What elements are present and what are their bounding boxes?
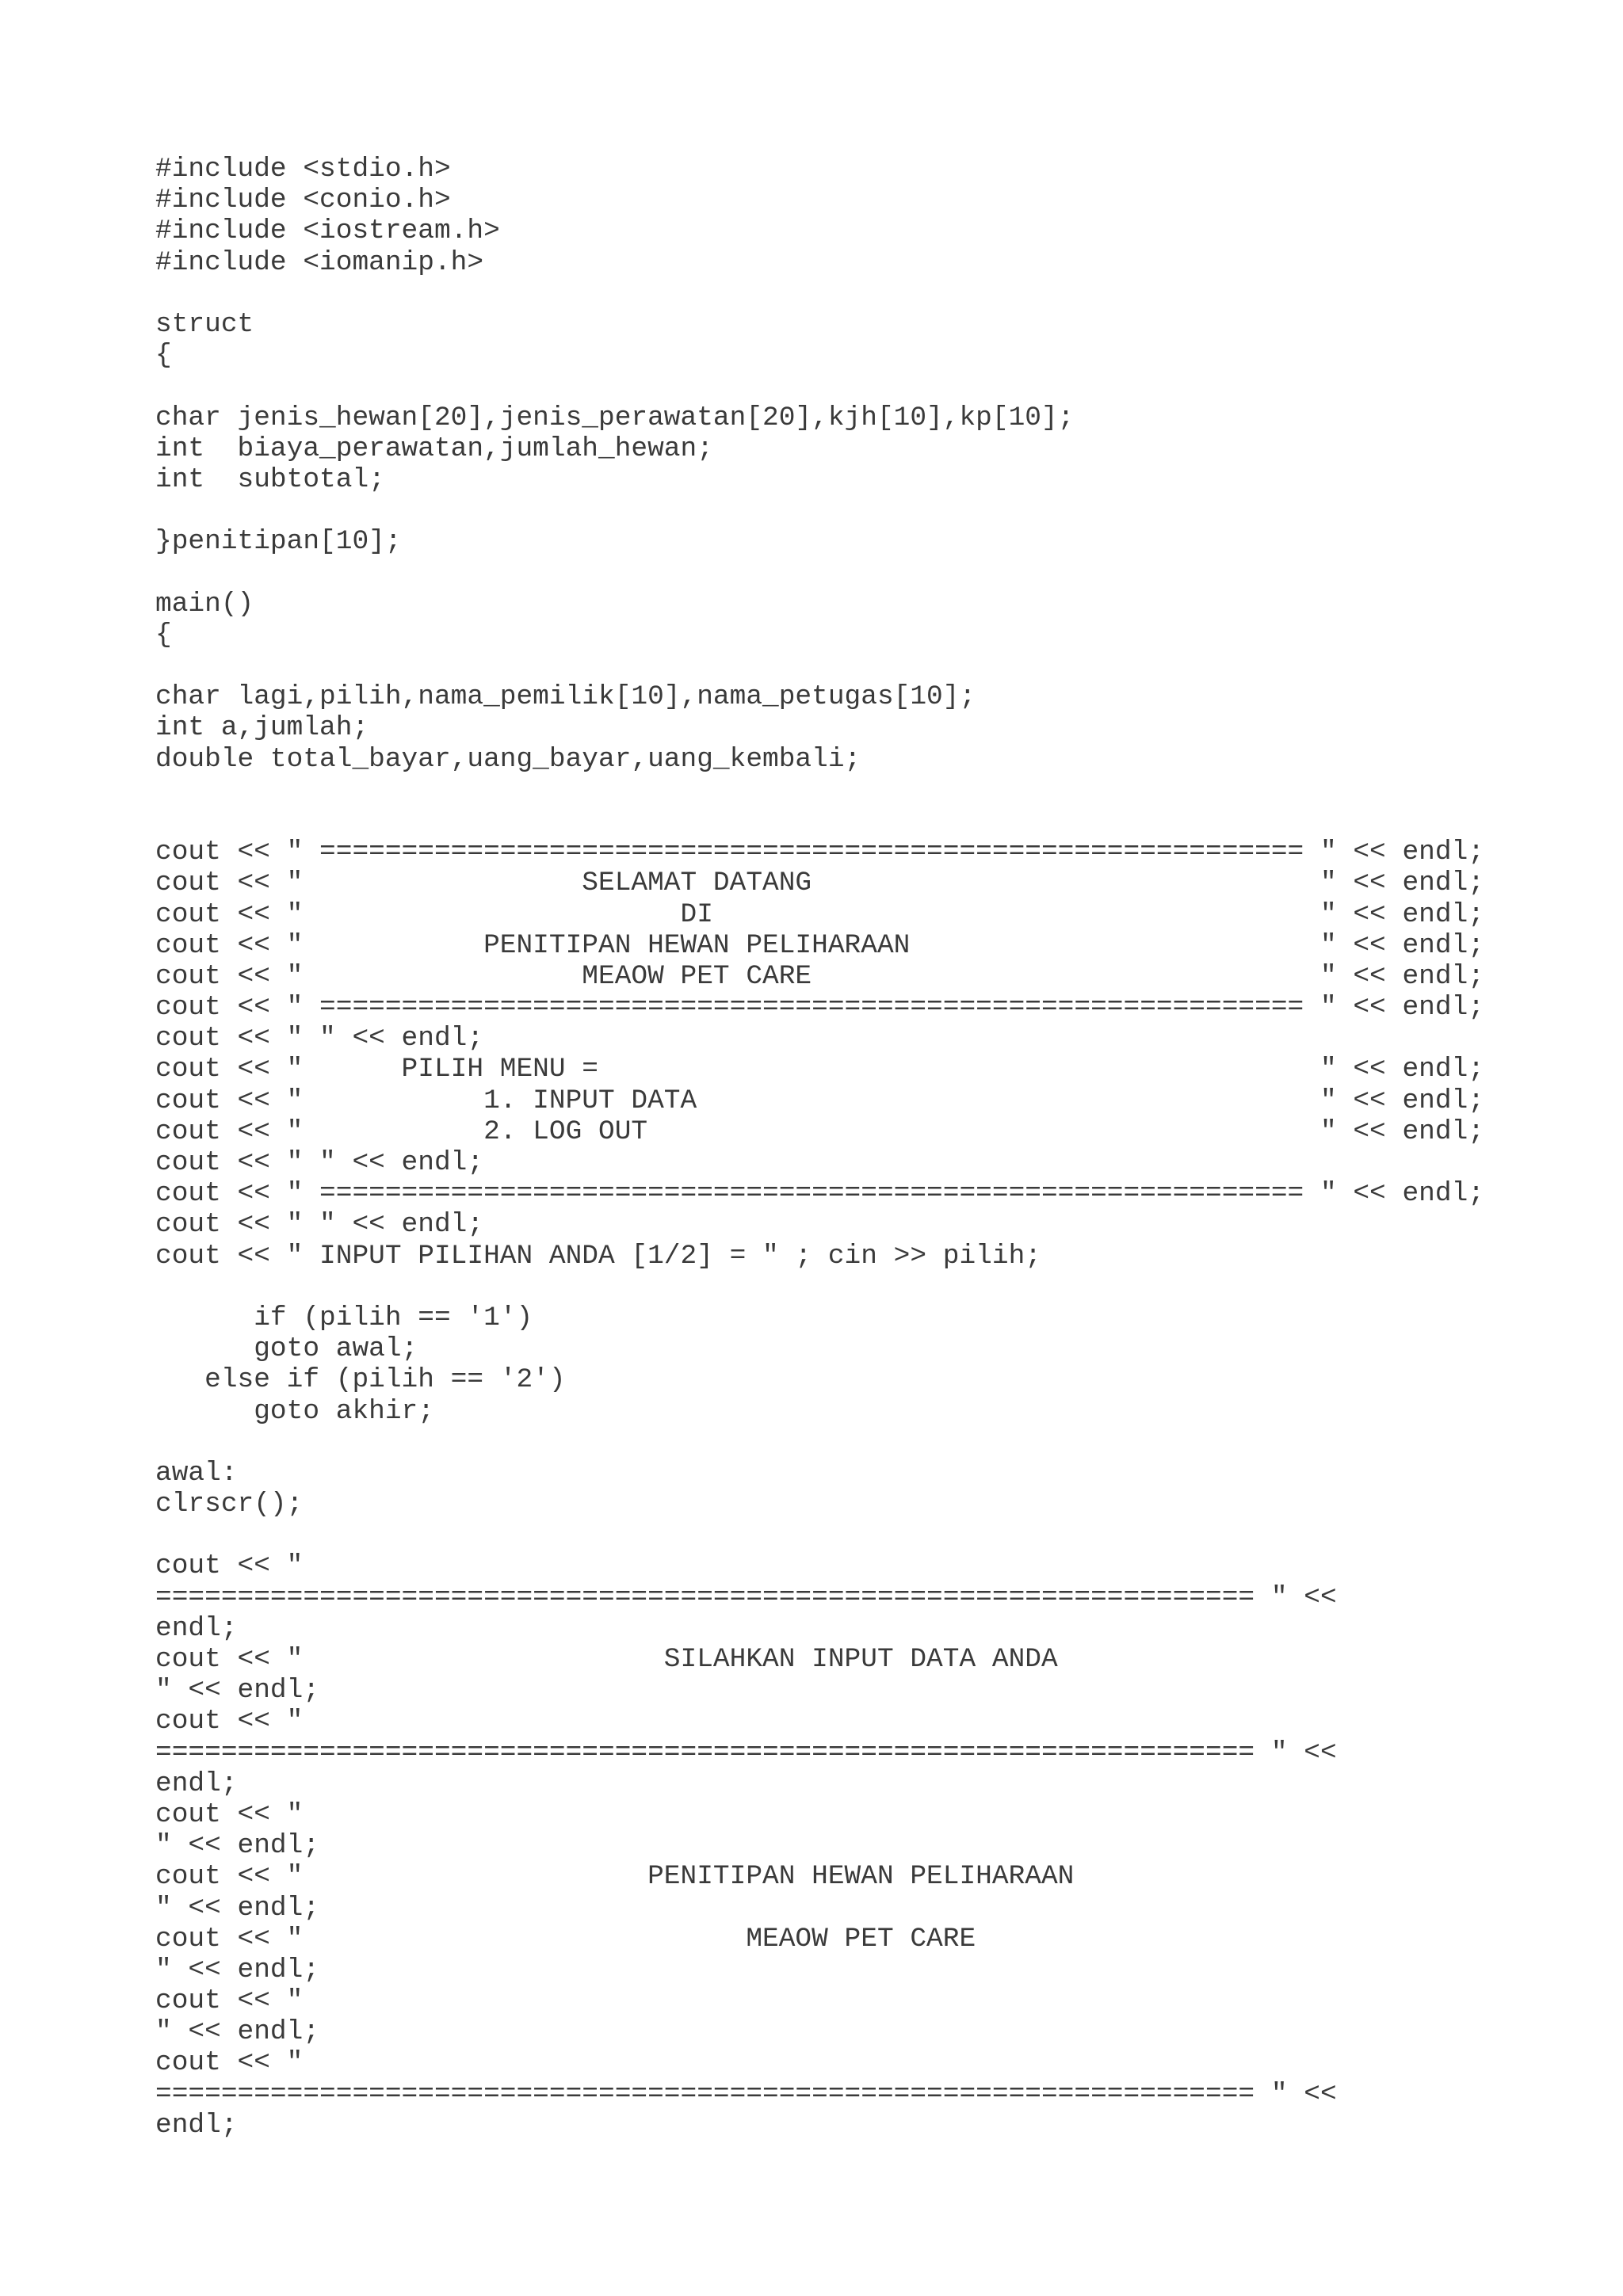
code-line: #include <iostream.h>	[155, 215, 500, 247]
code-line: cout << " " << endl;	[155, 1023, 484, 1055]
code-line: cout << " MEAOW PET CARE	[155, 1923, 976, 1955]
code-line: cout << " " << endl;	[155, 1147, 484, 1178]
code-line: cout << " PENITIPAN HEWAN PELIHARAAN " << endl;	[155, 929, 1484, 961]
source-code-listing	[155, 154, 1484, 2141]
code-line: cout << " MEAOW PET CARE " << endl;	[155, 960, 1484, 992]
code-line: cout << " ============================================================ " << endl;	[155, 992, 1484, 1024]
code-line: }penitipan[10];	[155, 526, 402, 558]
code-line: cout << " 2. LOG OUT " << endl;	[155, 1116, 1484, 1147]
code-line: cout << "	[155, 1550, 304, 1582]
code-line: goto akhir;	[155, 1395, 434, 1427]
code-line: cout << " INPUT PILIHAN ANDA [1/2] = " ; cin >> pilih;	[155, 1240, 1041, 1272]
code-line: char lagi,pilih,nama_pemilik[10],nama_petugas[10];	[155, 681, 976, 713]
code-line: =================================================================== " <<	[155, 1581, 1337, 1613]
code-line: #include <conio.h>	[155, 185, 451, 216]
code-line: =================================================================== " <<	[155, 2078, 1337, 2110]
code-line	[155, 775, 1484, 806]
code-line	[155, 1272, 1484, 1302]
code-line: else if (pilih == '2')	[155, 1364, 566, 1396]
code-line: awal:	[155, 1457, 238, 1489]
code-line	[155, 495, 1484, 526]
code-line: if (pilih == '1')	[155, 1302, 533, 1333]
code-line: cout << "	[155, 1985, 304, 2017]
code-line	[155, 1520, 1484, 1550]
code-line	[155, 1427, 1484, 1458]
code-line: cout << "	[155, 1798, 304, 1830]
code-line: cout << " 1. INPUT DATA " << endl;	[155, 1085, 1484, 1116]
code-line: cout << "	[155, 1706, 304, 1737]
code-line: cout << " DI " << endl;	[155, 898, 1484, 930]
code-line: main()	[155, 588, 254, 620]
code-line: int a,jumlah;	[155, 712, 369, 744]
code-line	[155, 557, 1484, 588]
code-line	[155, 806, 1484, 837]
code-line: int biaya_perawatan,jumlah_hewan;	[155, 433, 713, 464]
code-line: clrscr();	[155, 1489, 304, 1520]
code-line	[155, 278, 1484, 309]
code-line: endl;	[155, 1768, 238, 1799]
code-line: =================================================================== " <<	[155, 1737, 1337, 1768]
code-line: int subtotal;	[155, 463, 385, 495]
code-line: cout << " PENITIPAN HEWAN PELIHARAAN	[155, 1861, 1075, 1893]
code-line: #include <iomanip.h>	[155, 246, 484, 278]
code-line	[155, 650, 1484, 681]
code-line: cout << "	[155, 2047, 304, 2079]
code-line: struct	[155, 308, 254, 340]
code-line: " << endl;	[155, 1954, 320, 1985]
code-line: cout << " ============================================================ " << endl;	[155, 1178, 1484, 1210]
code-line: cout << " SILAHKAN INPUT DATA ANDA	[155, 1644, 1058, 1675]
code-line: " << endl;	[155, 1675, 320, 1707]
code-line	[155, 371, 1484, 402]
code-line: cout << " ============================================================ " << endl;	[155, 837, 1484, 868]
code-line: endl;	[155, 2109, 238, 2141]
code-line: " << endl;	[155, 1830, 320, 1862]
code-line: endl;	[155, 1612, 238, 1644]
code-line: " << endl;	[155, 2016, 320, 2048]
code-line: #include <stdio.h>	[155, 154, 451, 185]
code-line: {	[155, 340, 172, 372]
code-line: {	[155, 619, 172, 650]
code-line: cout << " PILIH MENU = " << endl;	[155, 1054, 1484, 1085]
code-line: char jenis_hewan[20],jenis_perawatan[20],kjh[10],kp[10];	[155, 402, 1075, 433]
code-line: double total_bayar,uang_bayar,uang_kembali;	[155, 743, 861, 775]
code-line: " << endl;	[155, 1892, 320, 1924]
code-line: cout << " SELAMAT DATANG " << endl;	[155, 868, 1484, 899]
code-line: goto awal;	[155, 1333, 418, 1365]
code-line: cout << " " << endl;	[155, 1209, 484, 1241]
